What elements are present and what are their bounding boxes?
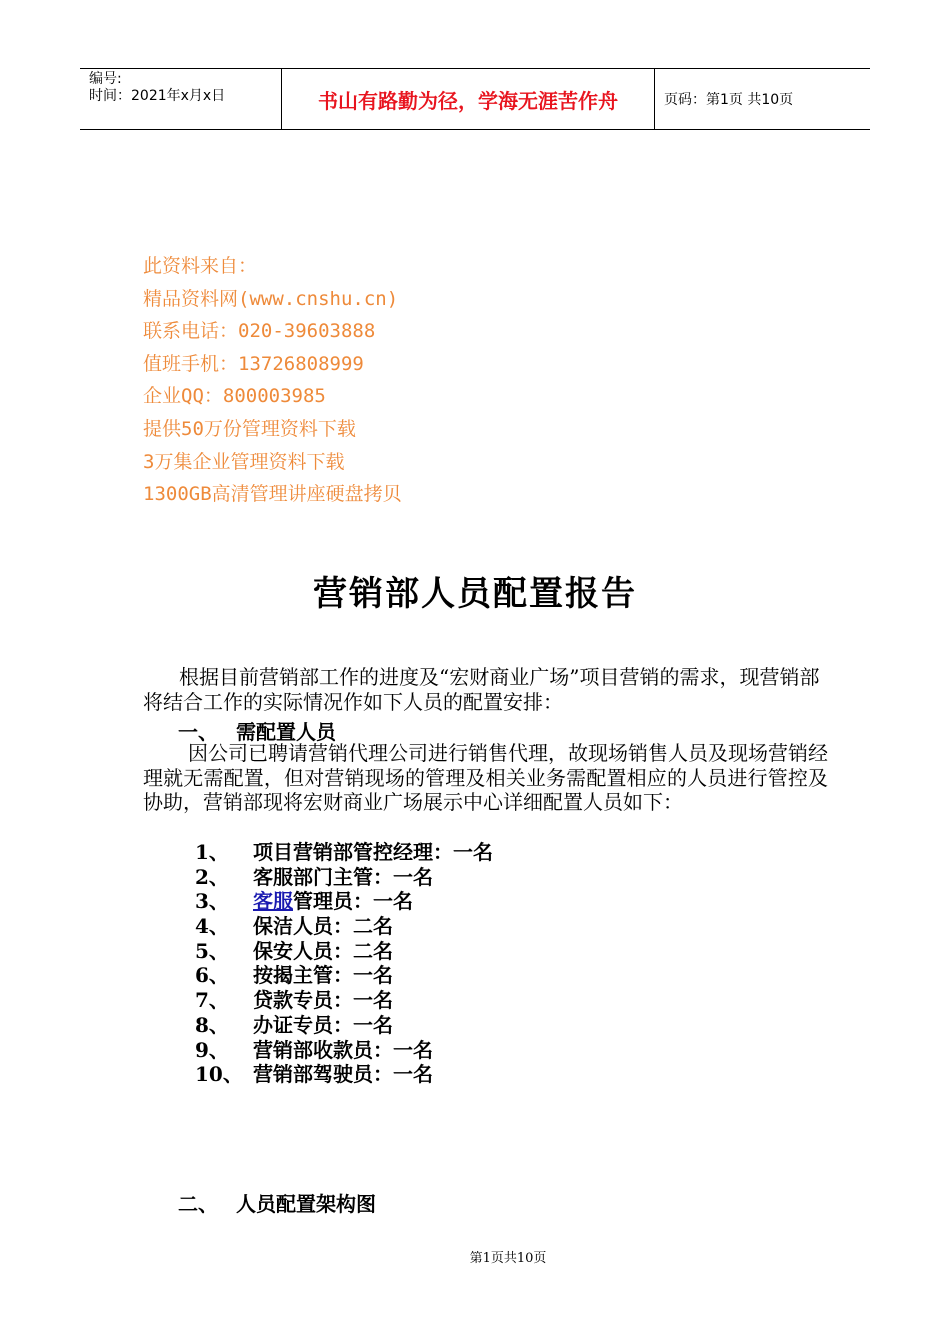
item-number: 7、: [195, 988, 229, 1013]
section-1-paragraph: 因公司已聘请营销代理公司进行销售代理，故现场销售人员及现场营销经理就无需配置，但对营销现场的管理及相关业务需配置相应的人员进行管控及协助，营销部现将宏财商业广场展示中心详细配置人员如下：: [143, 741, 828, 815]
document-title: 营销部人员配置报告: [313, 574, 637, 614]
item-number: 10、: [195, 1062, 243, 1087]
item-text: 保洁人员：二名: [253, 914, 393, 939]
list-item: [195, 963, 493, 988]
source-line: 此资料来自：: [143, 255, 258, 277]
item-text: 管理员：一名: [293, 889, 413, 914]
section-2-title: 人员配置架构图: [236, 1192, 376, 1216]
header-page-info: 页码：第1页 共10页: [664, 92, 794, 108]
section-2-heading: [178, 1188, 376, 1217]
number-label: 编号:: [89, 71, 122, 87]
list-item: [195, 1013, 493, 1038]
positions-list: [195, 840, 493, 1087]
source-line: 值班手机：13726808999: [143, 352, 364, 375]
list-item: [195, 889, 493, 914]
source-line: 3万集企业管理资料下载: [143, 450, 345, 473]
item-text: 保安人员：二名: [253, 938, 393, 963]
source-info-block: [143, 250, 402, 511]
header-motto: 书山有路勤为径，学海无涯苦作舟: [282, 69, 655, 129]
item-number: 9、: [195, 1037, 229, 1062]
list-item: [195, 1062, 493, 1087]
source-line: 精品资料网(www.cnshu.cn): [143, 287, 399, 310]
section-2-number: 二、: [178, 1192, 218, 1216]
item-number: 3、: [195, 889, 229, 914]
list-item: [195, 914, 493, 939]
source-line: 企业QQ：800003985: [143, 385, 326, 408]
list-item: [195, 1038, 493, 1063]
time-label: 时间：2021年x月x日: [89, 88, 226, 104]
item-number: 1、: [195, 840, 229, 864]
page-header: [80, 68, 870, 130]
item-number: 2、: [195, 864, 229, 889]
list-item: [195, 988, 493, 1013]
section-1-number: 一、: [178, 720, 218, 744]
list-item: [195, 840, 493, 865]
customer-service-link[interactable]: 客服: [253, 889, 293, 914]
item-text: 办证专员：一名: [253, 1012, 393, 1037]
list-item: [195, 939, 493, 964]
page-footer: 第1页共10页: [469, 1251, 547, 1266]
item-text: 贷款专员：一名: [253, 988, 393, 1013]
item-text: 营销部驾驶员：一名: [253, 1062, 433, 1087]
section-1-title: 需配置人员: [236, 720, 336, 744]
intro-paragraph: 根据目前营销部工作的进度及“宏财商业广场”项目营销的需求，现营销部将结合工作的实际情况作如下人员的配置安排：: [143, 665, 820, 714]
header-meta: [80, 69, 282, 129]
item-number: 5、: [195, 938, 229, 963]
list-item: [195, 865, 493, 890]
item-text: 营销部收款员：一名: [253, 1037, 433, 1062]
item-text: 客服部门主管：一名: [253, 864, 433, 889]
item-number: 6、: [195, 963, 229, 988]
source-line: 提供50万份管理资料下载: [143, 417, 356, 440]
item-text: 项目营销部管控经理：一名: [253, 840, 493, 864]
source-line: 联系电话：020-39603888: [143, 320, 376, 343]
item-text: 按揭主管：一名: [253, 963, 393, 988]
item-number: 8、: [195, 1012, 229, 1037]
source-line: 1300GB高清管理讲座硬盘拷贝: [143, 483, 402, 506]
item-number: 4、: [195, 914, 229, 939]
